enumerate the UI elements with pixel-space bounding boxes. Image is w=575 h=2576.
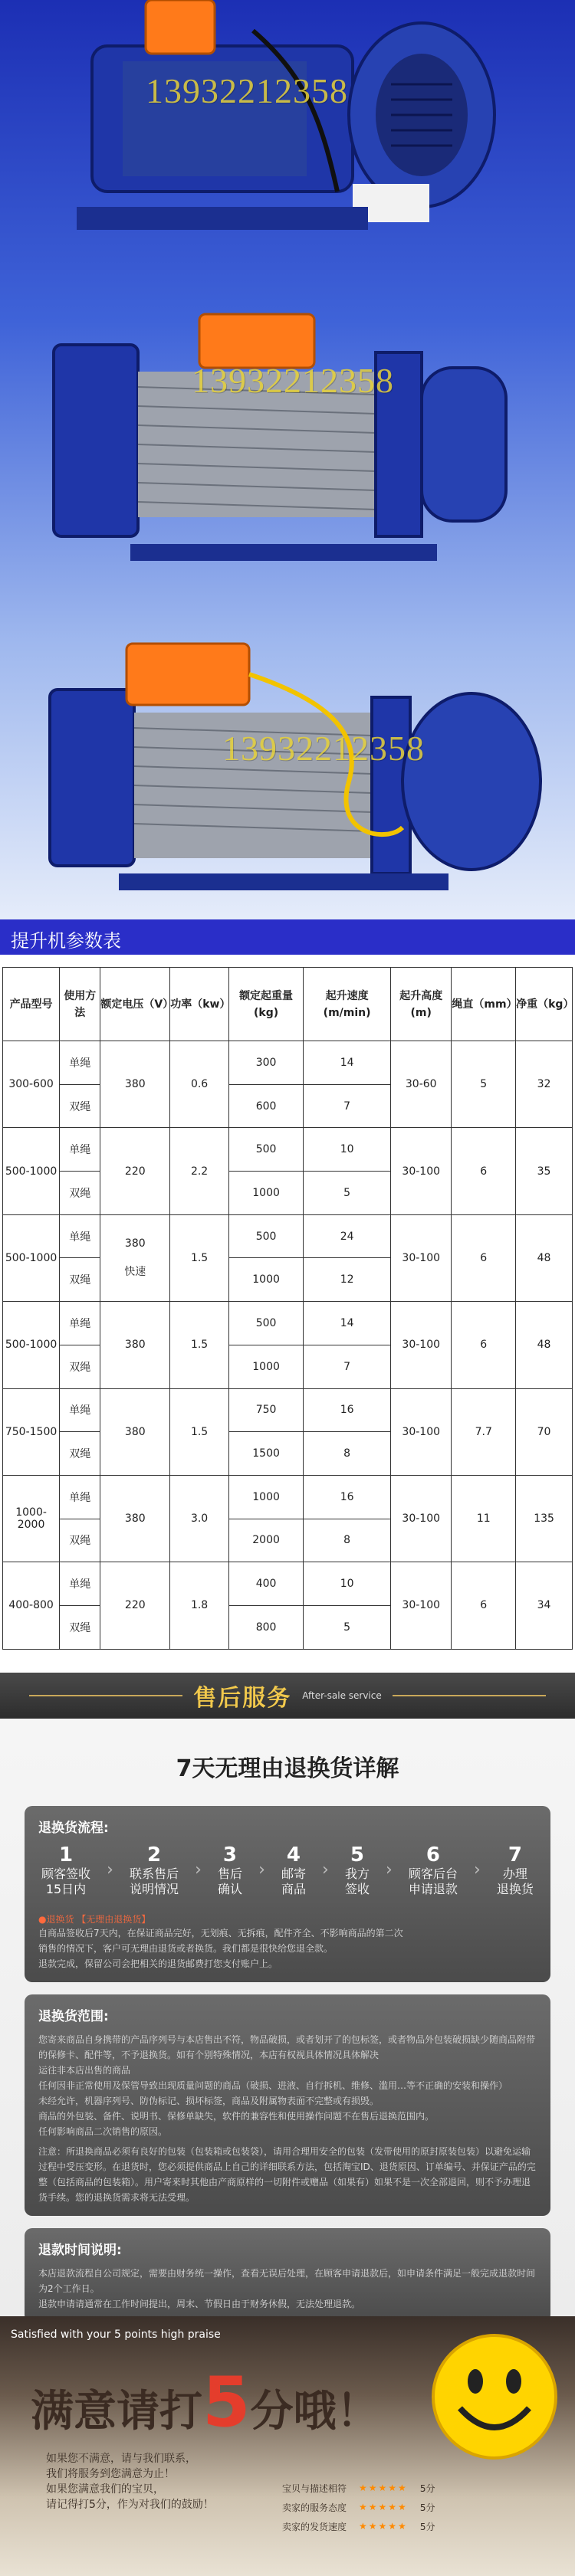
power-cell: 2.2 [170,1128,229,1214]
return-process-panel [25,1806,550,1982]
load-cell: 2000 [228,1519,303,1562]
voltage-value: 380 [124,1512,146,1526]
model-cell: 500-1000 [3,1128,60,1214]
header-cell: 额定电压（V） [100,968,170,1041]
rope-diameter-cell: 6 [452,1562,516,1649]
process-step [345,1844,370,1897]
table-row [3,1128,573,1172]
process-step [281,1844,306,1897]
net-weight-cell: 48 [516,1214,573,1301]
voltage-note: 快速 [124,1265,146,1278]
method-cell: 单绳 [60,1041,100,1085]
step-label: 顾客后台 [408,1866,458,1881]
power-cell: 3.0 [170,1475,229,1562]
net-weight-cell: 48 [516,1302,573,1388]
table-row [3,1302,573,1345]
rating-banner [0,2316,575,2576]
step-number: 2 [146,1843,162,1866]
phone-watermark-1: 13932212358 [146,71,348,110]
refund-time-title: 退款时间说明: [38,2242,122,2258]
power-cell: 1.5 [170,1214,229,1301]
speed-cell: 5 [304,1605,391,1649]
speed-cell: 7 [304,1084,391,1128]
method-cell: 双绳 [60,1172,100,1215]
table-row [3,1214,573,1258]
policy-line: 自商品签收后7天内，在保证商品完好，无划痕、无拆痕，配件齐全、不影响商品的第二次 [38,1927,403,1939]
speed-cell: 8 [304,1519,391,1562]
net-weight-cell: 70 [516,1388,573,1475]
lift-height-cell: 30-100 [391,1475,452,1562]
winch-photo-1 [77,0,506,245]
score-row [276,2479,441,2498]
method-cell: 单绳 [60,1562,100,1606]
rope-diameter-cell: 6 [452,1214,516,1301]
refund-time-panel [25,2228,550,2322]
power-cell: 0.6 [170,1041,229,1128]
header-cell: 使用方法 [60,968,100,1041]
voltage-cell [100,1214,170,1301]
speed-cell: 24 [304,1214,391,1258]
model-cell: 300-600 [3,1041,60,1128]
table-row [3,1041,573,1085]
star-icon: ★★★★★ [359,2521,408,2532]
voltage-cell [100,1475,170,1562]
no-reason-return-tag: ●退换货 【无理由退换货】 [38,1913,151,1925]
table-row [3,1562,573,1606]
voltage-cell [100,1128,170,1214]
return-process-title: 退换货流程: [38,1820,109,1836]
refund-time-item: 本店退款流程自公司规定，需要由财务统一操作，查看无误后处理，在顾客申请退款后，如申请条件满足一般完成退款时间为2个工作日。 [38,2267,536,2294]
rope-diameter-cell: 6 [452,1302,516,1388]
load-cell: 1500 [228,1432,303,1476]
scope-item: 您寄来商品自身携带的产品序列号与本店售出不符，物品破损，或者划开了的包标签，或者物品外包装破损缺少随商品附带的保修卡、配件等，不予退换货。如有个别特殊情况，本店有权视具体情况具体解决 [38,2034,536,2060]
net-weight-cell: 135 [516,1475,573,1562]
step-label: 顾客签收 [41,1866,91,1881]
after-sale-section [0,1673,575,2316]
load-cell: 500 [228,1214,303,1258]
lift-height-cell: 30-100 [391,1302,452,1388]
voltage-cell [100,1041,170,1128]
return-scope-panel [25,1994,550,2216]
process-step [218,1844,242,1897]
voltage-value: 380 [124,1339,146,1352]
voltage-cell [100,1388,170,1475]
voltage-value: 380 [124,1078,146,1091]
step-label: 办理 [502,1866,527,1881]
parameter-table [2,967,573,1650]
load-cell: 1000 [228,1475,303,1519]
voltage-value: 220 [124,1165,146,1178]
speed-cell: 14 [304,1041,391,1085]
step-arrow-icon: › [322,1860,329,1880]
model-cell: 750-1500 [3,1388,60,1475]
header-cell: 产品型号 [3,968,60,1041]
scope-item: 任何影响商品二次销售的原因。 [38,2125,168,2137]
return-process-steps [38,1844,537,1897]
table-row [3,1475,573,1519]
process-step [497,1844,534,1897]
load-cell: 400 [228,1562,303,1606]
load-cell: 500 [228,1128,303,1172]
return-policy-heading: 7天无理由退换货详解 [176,1755,399,1782]
lift-height-cell: 30-60 [391,1041,452,1128]
param-table-title: 提升机参数表 [0,919,575,955]
slogan-part-2: 分哦！ [250,2386,380,2437]
header-cell: 绳直（mm） [452,968,516,1041]
after-sale-banner [0,1673,575,1719]
step-number: 7 [508,1843,522,1866]
rating-slogan [31,2362,380,2443]
scope-item: 未经允许，机器序列号、防伪标记、损坏标签，商品及附属物表面不完整或有损毁。 [38,2095,380,2106]
process-step [130,1844,179,1897]
phone-watermark-2: 13932212358 [192,361,394,400]
method-cell: 双绳 [60,1084,100,1128]
step-arrow-icon: › [474,1860,481,1880]
method-cell: 双绳 [60,1258,100,1302]
promo-line: 请记得打5分，作为对我们的鼓励！ [46,2498,214,2511]
step-number: 5 [350,1843,364,1866]
load-cell: 1000 [228,1172,303,1215]
speed-cell: 16 [304,1388,391,1432]
step-arrow-icon: › [386,1860,393,1880]
parameter-table-body [3,1041,573,1650]
speed-cell: 14 [304,1302,391,1345]
step-label: 我方 [344,1866,370,1881]
model-cell: 400-800 [3,1562,60,1649]
voltage-value: 380 [124,1237,146,1250]
speed-cell: 8 [304,1432,391,1476]
voltage-value: 220 [124,1599,146,1612]
scope-footnote: 注意：所退换商品必须有良好的包装（包装箱或包装袋），请用合理用安全的包装（发带使用的原封原装包装）以避免运输过程中受压变形。在退货时，您必须提供商品上自己的详细联系方法，包括淘宝ID、退货原因、订单编号、并保证产品的完整（包括商品的包装箱）。用户寄来时其他由产商原样的一切附件或赠品（如果有）如果不是一次全部退回，则不予办理退货手续。您的退换货需求将无法受理。 [38,2145,536,2203]
promo-line: 如果您满意我们的宝贝， [46,2483,164,2496]
score-value: 5分 [419,2502,435,2513]
load-cell: 600 [228,1084,303,1128]
product-photo-section [0,0,575,919]
load-cell: 1000 [228,1345,303,1388]
promo-line: 如果您不满意，请与我们联系， [46,2452,196,2465]
step-label: 退换货 [496,1881,534,1896]
speed-cell: 12 [304,1258,391,1302]
after-sale-subtitle: After-sale service [302,1689,382,1701]
score-value: 5分 [419,2521,435,2532]
step-label: 联系售后 [129,1866,179,1881]
rating-score-table [276,2479,441,2536]
rope-diameter-cell: 5 [452,1041,516,1128]
table-header-row [3,968,573,1041]
method-cell: 双绳 [60,1519,100,1562]
header-cell: 额定起重量(kg) [228,968,303,1041]
speed-cell: 5 [304,1172,391,1215]
method-cell: 双绳 [60,1432,100,1476]
winch-photo-2 [38,299,544,590]
rope-diameter-cell: 7.7 [452,1388,516,1475]
score-row [276,2517,441,2536]
header-cell: 功率（kw） [170,968,229,1041]
process-step [409,1844,458,1897]
scope-item: 运往非本店出售的商品 [38,2064,131,2076]
lift-height-cell: 30-100 [391,1562,452,1649]
header-cell: 起升速度(m/min) [304,968,391,1041]
scope-item: 任何因非正常使用及保管导致出现质量问题的商品（破损、进液、自行拆机、维修、滥用…等不正确的安装和操作） [38,2079,508,2091]
speed-cell: 16 [304,1475,391,1519]
phone-watermark-3: 13932212358 [222,729,425,768]
method-cell: 双绳 [60,1605,100,1649]
rope-diameter-cell: 6 [452,1128,516,1214]
power-cell: 1.8 [170,1562,229,1649]
return-scope-title: 退换货范围: [38,2008,109,2024]
winch-photo-3 [42,628,548,912]
step-arrow-icon: › [258,1860,265,1880]
step-number: 1 [58,1843,74,1866]
method-cell: 单绳 [60,1388,100,1432]
refund-time-item: 退款申请请通常在工作时间提出，周末、节假日由于财务休假，无法处理退款。 [38,2298,361,2309]
step-label: 15日内 [45,1881,87,1896]
step-number: 3 [222,1843,238,1866]
header-cell: 净重（kg） [516,968,573,1041]
process-step [41,1844,90,1897]
power-cell: 1.5 [170,1302,229,1388]
lift-height-cell: 30-100 [391,1128,452,1214]
load-cell: 500 [228,1302,303,1345]
model-cell: 500-1000 [3,1214,60,1301]
rating-caption: Satisfied with your 5 points high praise [11,2328,221,2341]
net-weight-cell: 32 [516,1041,573,1128]
star-icon: ★★★★★ [359,2502,408,2513]
star-icon: ★★★★★ [359,2483,408,2494]
score-label: 宝贝与描述相符 [282,2483,347,2494]
score-label: 卖家的服务态度 [282,2502,347,2513]
load-cell: 800 [228,1605,303,1649]
speed-cell: 10 [304,1128,391,1172]
step-arrow-icon: › [195,1860,202,1880]
score-label: 卖家的发货速度 [282,2521,347,2532]
step-label: 签收 [344,1881,370,1896]
voltage-cell [100,1302,170,1388]
slogan-part-1: 满意请打 [31,2386,202,2437]
table-row [3,1388,573,1432]
load-cell: 1000 [228,1258,303,1302]
method-cell: 单绳 [60,1214,100,1258]
load-cell: 750 [228,1388,303,1432]
score-value: 5分 [419,2483,435,2494]
promo-line: 我们将服务到您满意为止！ [46,2467,175,2480]
method-cell: 双绳 [60,1345,100,1388]
method-cell: 单绳 [60,1128,100,1172]
speed-cell: 10 [304,1562,391,1606]
step-number: 4 [286,1843,301,1866]
method-cell: 单绳 [60,1475,100,1519]
model-cell: 500-1000 [3,1302,60,1388]
header-cell: 起升高度(m) [391,968,452,1041]
step-arrow-icon: › [107,1860,113,1880]
lift-height-cell: 30-100 [391,1388,452,1475]
rating-promo [46,2451,261,2512]
net-weight-cell: 34 [516,1562,573,1649]
policy-line: 退款完成，保留公司会把相关的退货邮费打您支付账户上。 [38,1958,278,1969]
speed-cell: 7 [304,1345,391,1388]
voltage-cell [100,1562,170,1649]
lift-height-cell: 30-100 [391,1214,452,1301]
score-row [276,2498,441,2517]
step-label: 说明情况 [129,1881,179,1896]
net-weight-cell: 35 [516,1128,573,1214]
step-label: 邮寄 [281,1866,306,1881]
after-sale-title: 售后服务 [193,1684,292,1712]
step-number: 6 [426,1843,440,1866]
load-cell: 300 [228,1041,303,1085]
rope-diameter-cell: 11 [452,1475,516,1562]
smiley-face-icon [429,2332,560,2462]
method-cell: 单绳 [60,1302,100,1345]
step-label: 商品 [281,1881,306,1896]
model-cell: 1000-2000 [3,1475,60,1562]
step-label: 售后 [217,1866,242,1881]
slogan-five: 5 [202,2361,251,2443]
step-label: 申请退款 [408,1881,458,1896]
voltage-value: 380 [124,1425,146,1438]
power-cell: 1.5 [170,1388,229,1475]
policy-line: 销售的情况下，客户可无理由退货或者换货。我们都是很快给您退全款。 [38,1942,334,1954]
scope-item: 商品的外包装、备件、说明书、保修单缺失，软件的兼容性和使用操作问题不在售后退换范围内。 [38,2110,435,2122]
step-label: 确认 [217,1881,242,1896]
